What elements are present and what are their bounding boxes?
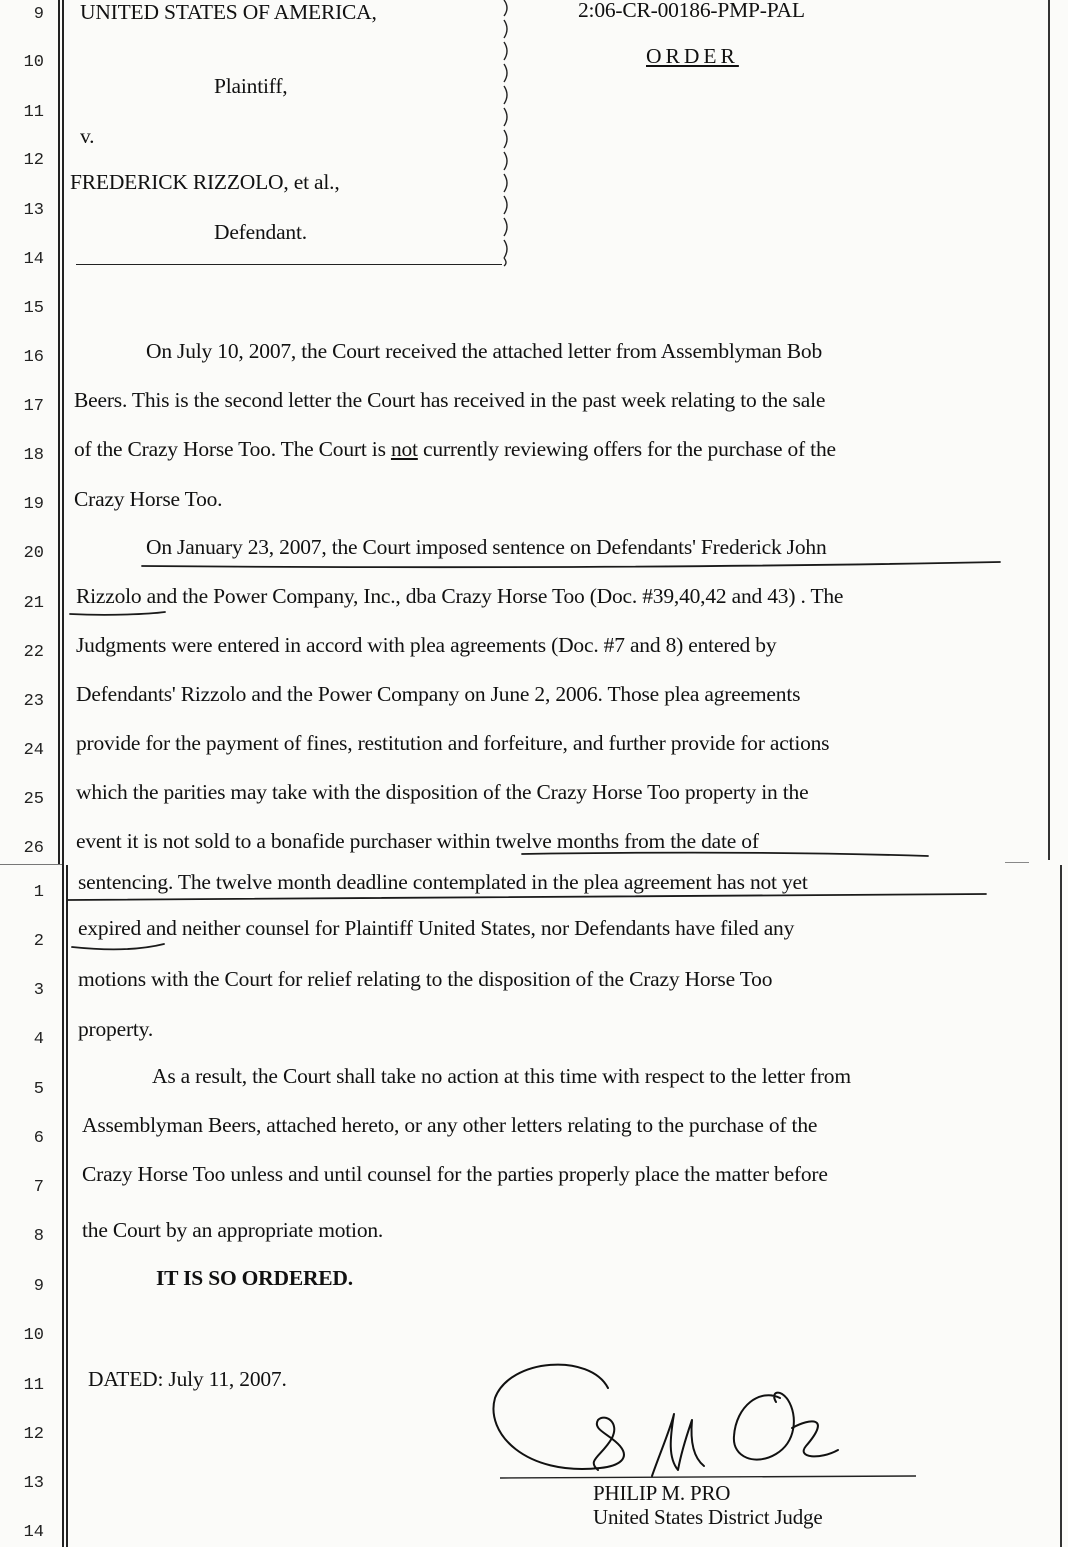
line-number: 13 [23, 201, 44, 220]
body-line: motions with the Court for relief relating to the disposition of the Crazy Horse Too [78, 967, 773, 991]
judge-name: PHILIP M. PRO [593, 1481, 731, 1505]
caption-plaintiff-name: UNITED STATES OF AMERICA, [80, 0, 377, 24]
line-number: 9 [33, 5, 44, 24]
emphasis-not: not [390, 437, 418, 461]
body-line: Defendants' Rizzolo and the Power Company on June 2, 2006. Those plea agreements [76, 682, 801, 706]
line-number: 18 [23, 446, 44, 465]
line-number: 9 [33, 1277, 44, 1296]
body-text: of the Crazy Horse Too. The Court is [74, 437, 391, 461]
caption-versus: v. [80, 124, 95, 148]
caption-defendant-name: FREDERICK RIZZOLO, et al., [70, 170, 340, 194]
line-number: 11 [23, 1376, 44, 1395]
body-line: As a result, the Court shall take no action at this time with respect to the letter from [152, 1064, 851, 1088]
line-number: 12 [23, 1425, 44, 1444]
line-number: 11 [23, 103, 44, 122]
line-number: 25 [23, 790, 44, 809]
body-line: expired and neither counsel for Plaintiff United States, nor Defendants have filed any [78, 916, 795, 940]
line-number: 4 [33, 1030, 44, 1049]
so-ordered: IT IS SO ORDERED. [156, 1266, 353, 1290]
line-number: 3 [33, 981, 44, 1000]
left-margin-rule-lower [62, 865, 64, 1547]
body-line: the Court by an appropriate motion. [82, 1218, 384, 1242]
line-number: 19 [23, 495, 44, 514]
case-number: 2:06-CR-00186-PMP-PAL [578, 0, 805, 22]
line-number: 10 [23, 53, 44, 72]
judge-signature [480, 1358, 940, 1488]
line-number: 16 [23, 348, 44, 367]
dated-line: DATED: July 11, 2007. [88, 1367, 287, 1391]
body-line: which the parities may take with the disposition of the Crazy Horse Too property in the [76, 780, 809, 804]
caption-plaintiff-role: Plaintiff, [214, 74, 288, 98]
line-number: 23 [23, 692, 44, 711]
body-line: Assemblyman Beers, attached hereto, or any other letters relating to the purchase of the [82, 1113, 818, 1137]
body-line: Crazy Horse Too. [74, 487, 223, 511]
line-number: 10 [23, 1326, 44, 1345]
body-line: sentencing. The twelve month deadline contemplated in the plea agreement has not yet [78, 870, 808, 894]
line-number: 14 [23, 250, 44, 269]
line-number: 22 [23, 643, 44, 662]
body-line: Judgments were entered in accord with plea agreements (Doc. #7 and 8) entered by [76, 633, 777, 657]
body-line: property. [78, 1017, 154, 1041]
caption-defendant-role: Defendant. [214, 220, 307, 244]
line-number: 5 [33, 1080, 44, 1099]
line-number: 12 [23, 151, 44, 170]
body-text: currently reviewing offers for the purchase of the [417, 437, 836, 461]
line-number: 2 [33, 932, 44, 951]
left-margin-rule-lower-inner [66, 865, 68, 1547]
body-line: Crazy Horse Too unless and until counsel for the parties properly place the matter before [82, 1162, 828, 1186]
line-number: 21 [23, 594, 44, 613]
line-number: 15 [23, 299, 44, 318]
line-number: 7 [33, 1178, 44, 1197]
body-line: Rizzolo and the Power Company, Inc., dba Crazy Horse Too (Doc. #39,40,42 and 43) . The [76, 584, 844, 608]
line-number: 17 [23, 397, 44, 416]
line-number: 24 [23, 741, 44, 760]
line-number: 1 [33, 883, 44, 902]
line-number: 26 [23, 839, 44, 858]
order-title: ORDER [646, 44, 739, 68]
body-line: On July 10, 2007, the Court received the attached letter from Assemblyman Bob [146, 339, 823, 363]
judge-title: United States District Judge [593, 1505, 823, 1529]
line-number: 8 [33, 1227, 44, 1246]
body-line: Beers. This is the second letter the Court has received in the past week relating to the sale [74, 388, 826, 412]
line-number: 13 [23, 1474, 44, 1493]
line-number: 6 [33, 1129, 44, 1148]
body-line: event it is not sold to a bonafide purchaser within twelve months from the date of [76, 829, 759, 853]
right-margin-rule-lower [1060, 865, 1062, 1547]
body-line: provide for the payment of fines, restitution and forfeiture, and further provide for actions [76, 731, 830, 755]
body-line: On January 23, 2007, the Court imposed sentence on Defendants' Frederick John [146, 535, 827, 559]
line-number: 20 [23, 544, 44, 563]
line-number: 14 [23, 1523, 44, 1542]
